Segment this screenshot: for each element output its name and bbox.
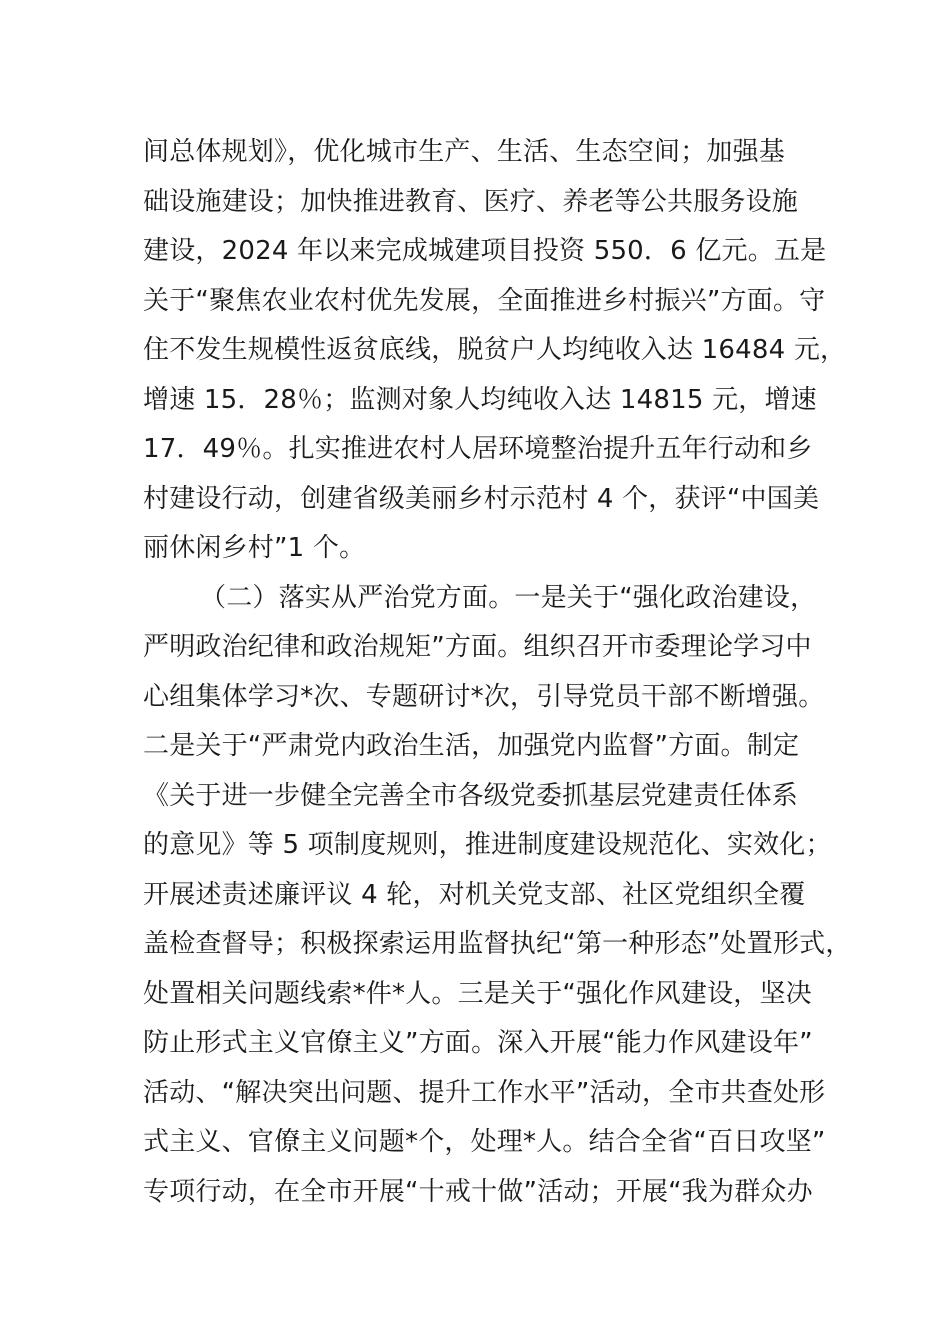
text-line: 二是关于“严肃党内政治生活，加强党内监督”方面。制定 <box>143 731 800 761</box>
text-line: 增速 15．28％；监测对象人均纯收入达 14815 元，增速 <box>143 385 817 415</box>
text-line: 建设，2024 年以来完成城建项目投资 550．6 亿元。五是 <box>143 236 827 266</box>
text-line: 式主义、官僚主义问题*个，处理*人。结合全省“百日攻坚” <box>143 1127 826 1157</box>
text-line: 关于“聚焦农业农村优先发展，全面推进乡村振兴”方面。守 <box>143 286 826 316</box>
text-line: 的意见》等 5 项制度规则，推进制度建设规范化、实效化； <box>143 830 832 860</box>
text-line: 础设施建设；加快推进教育、医疗、养老等公共服务设施 <box>143 187 799 217</box>
text-line: 开展述责述廉评议 4 轮，对机关党支部、社区党组织全覆 <box>143 880 806 910</box>
text-line: 防止形式主义官僚主义”方面。深入开展“能力作风建设年” <box>143 1028 813 1058</box>
text-line: 处置相关问题线索*件*人。三是关于“强化作风建设，坚决 <box>143 979 812 1009</box>
text-line: 村建设行动，创建省级美丽乡村示范村 4 个，获评“中国美 <box>143 484 820 514</box>
text-line: 专项行动，在全市开展“十戒十做”活动；开展“我为群众办 <box>143 1177 813 1207</box>
section-heading-line: （二）落实从严治党方面。一是关于“强化政治建设， <box>200 583 817 613</box>
text-line: 17．49％。扎实推进农村人居环境整治提升五年行动和乡 <box>143 434 813 464</box>
text-line: 严明政治纪律和政治规矩”方面。组织召开市委理论学习中 <box>143 632 812 662</box>
text-line: 《关于进一步健全完善全市各级党委抓基层党建责任体系 <box>143 781 799 811</box>
text-line: 丽休闲乡村”1 个。 <box>143 533 366 563</box>
text-line: 住不发生规模性返贫底线，脱贫户人均纯收入达 16484 元， <box>143 335 847 365</box>
text-line: 心组集体学习*次、专题研讨*次，引导党员干部不断增强。 <box>143 682 825 712</box>
text-line: 间总体规划》，优化城市生产、生活、生态空间；加强基 <box>143 137 786 167</box>
text-line: 盖检查督导；积极探索运用监督执纪“第一种形态”处置形式， <box>143 929 852 959</box>
text-line: 活动、“解决突出问题、提升工作水平”活动，全市共查处形 <box>143 1078 826 1108</box>
